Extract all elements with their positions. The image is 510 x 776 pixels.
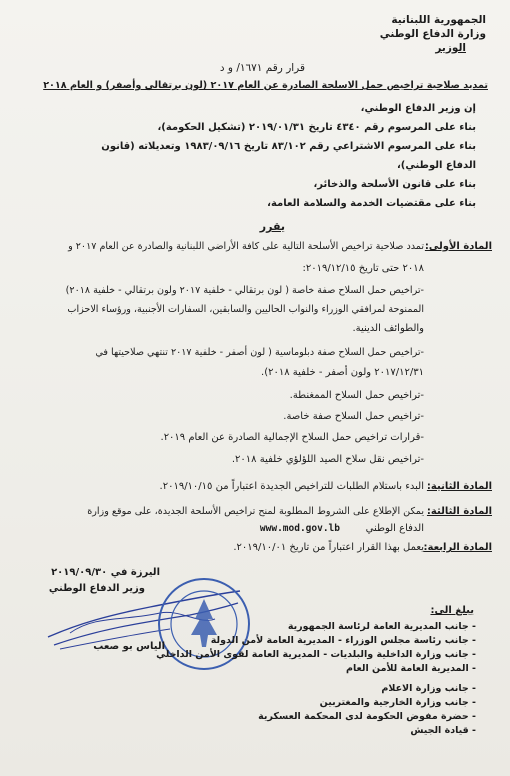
decision-number: قرار رقم ١٦٧١/ و د bbox=[219, 62, 305, 74]
article-1-line: تمدد صلاحية تراخيص الأسلحة التالية على كافة الأراضي اللبنانية والصادرة عن العام ٢٠١٧ و bbox=[68, 241, 424, 252]
article-4-text: يعمل بهذا القرار اعتباراً من تاريخ ٢٠١٩/١٠/٠١. bbox=[233, 542, 424, 553]
distribution-item: - جانب وزارة الخارجية والمغتربين bbox=[319, 697, 476, 708]
article-3-line-1: يمكن الإطلاع على الشروط المطلوبة لمنح تراخيص الأسلحة الجديدة، على موقع وزارة bbox=[87, 506, 424, 517]
distribution-item: - جانب المديرية العامة لرئاسة الجمهورية bbox=[287, 621, 476, 632]
signature-place-date: اليرزة في ٢٠١٩/٠٩/٣٠ bbox=[51, 567, 160, 578]
ministry-website-link[interactable]: www.mod.gov.lb bbox=[259, 523, 340, 534]
preamble-line-3: بناء على المرسوم الاشتراعي رقم ٨٣/١٠٢ تاريخ ١٩٨٣/٠٩/١٦ وتعديلاته (قانون bbox=[101, 141, 476, 152]
distribution-item: - قيادة الجيش bbox=[410, 725, 476, 736]
signature-role: وزير الدفاع الوطني bbox=[48, 583, 145, 594]
preamble-line-1: إن وزير الدفاع الوطني، bbox=[360, 103, 476, 114]
decides-heading: يقرر bbox=[259, 220, 285, 233]
distribution-item: - المديرية العامة للأمن العام bbox=[346, 663, 476, 674]
article-2-text: البدء باستلام الطلبات للتراخيص الجديدة اعتباراً من ٢٠١٩/١٠/١٥. bbox=[159, 481, 424, 492]
article-2-label: المادة الثانية: bbox=[426, 481, 492, 492]
preamble-line-4: الدفاع الوطني)، bbox=[396, 160, 476, 171]
distribution-item: - جانب وزارة الاعلام bbox=[381, 683, 476, 694]
article-4-label: المادة الرابعة: bbox=[423, 542, 492, 553]
article-1-line: -قرارات تراخيص حمل السلاح الإجمالية الصادرة عن العام ٢٠١٩. bbox=[160, 432, 424, 443]
article-3-line-2: الدفاع الوطني bbox=[365, 523, 424, 534]
article-1-line: ٢٠١٧/١٢/٣١ ولون أصفر - خلفية ٢٠١٨). bbox=[261, 367, 424, 378]
preamble-line-6: بناء على مقتضيات الخدمة والسلامة العامة، bbox=[267, 198, 476, 209]
article-1-label: المادة الأولى: bbox=[424, 241, 492, 252]
distribution-item: - جانب رئاسة مجلس الوزراء - المديرية العامة لأمن الدولة bbox=[210, 635, 476, 646]
article-3-label: المادة الثالثة: bbox=[426, 506, 492, 517]
article-1-line: -تراخيص حمل السلاح الممغنطة. bbox=[289, 390, 424, 401]
article-1-line: -تراخيص حمل السلاح صفة دبلوماسية ( لون أصفر - خلفية ٢٠١٧ تنتهي صلاحيتها في bbox=[95, 347, 424, 358]
header-minister: الوزير bbox=[435, 42, 466, 54]
article-1-line: -تراخيص حمل السلاح صفة خاصة ( لون برتقالي - خلفية ٢٠١٧ ولون برتقالي - خلفية ٢٠١٨) bbox=[65, 285, 424, 296]
article-1-line: والطوائف الدينية. bbox=[352, 323, 424, 334]
signatory-name: الياس بو صعب bbox=[93, 641, 165, 652]
article-1-line: -تراخيص حمل السلاح صفة خاصة. bbox=[283, 411, 424, 422]
article-1-line: -تراخيص نقل سلاح الصيد اللؤلؤي خلفية ٢٠١٨. bbox=[231, 454, 424, 465]
header-republic: الجمهورية اللبنانية bbox=[391, 14, 486, 26]
header-ministry: وزارة الدفاع الوطني bbox=[379, 28, 486, 40]
article-1-line: ٢٠١٨ حتى تاريخ ٢٠١٩/١٢/١٥: bbox=[302, 263, 424, 274]
article-1-line: الممنوحة لمرافقي الوزراء والنواب الحاليين والسابقين، السفارات الأجنبية، ورؤساء الاحزاب bbox=[67, 304, 424, 315]
preamble-line-2: بناء على المرسوم رقم ٤٣٤٠ تاريخ ٢٠١٩/٠١/٣١ (تشكيل الحكومة)، bbox=[157, 122, 476, 133]
document-title: تمديد صلاحية تراخيص حمل الاسلحة الصادرة عن العام ٢٠١٧ (لون برتقالي وأصفر) و العام ٢٠١٨ bbox=[43, 80, 488, 91]
preamble-line-5: بناء على قانون الأسلحة والذخائر، bbox=[313, 179, 476, 190]
distribution-item: - حضرة مفوض الحكومة لدى المحكمة العسكرية bbox=[258, 711, 476, 722]
distribution-item: - جانب وزارة الداخلية والبلديات - المديرية العامة لقوى الأمن الداخلي bbox=[156, 649, 476, 660]
distribution-label: يبلغ الى: bbox=[430, 605, 474, 616]
